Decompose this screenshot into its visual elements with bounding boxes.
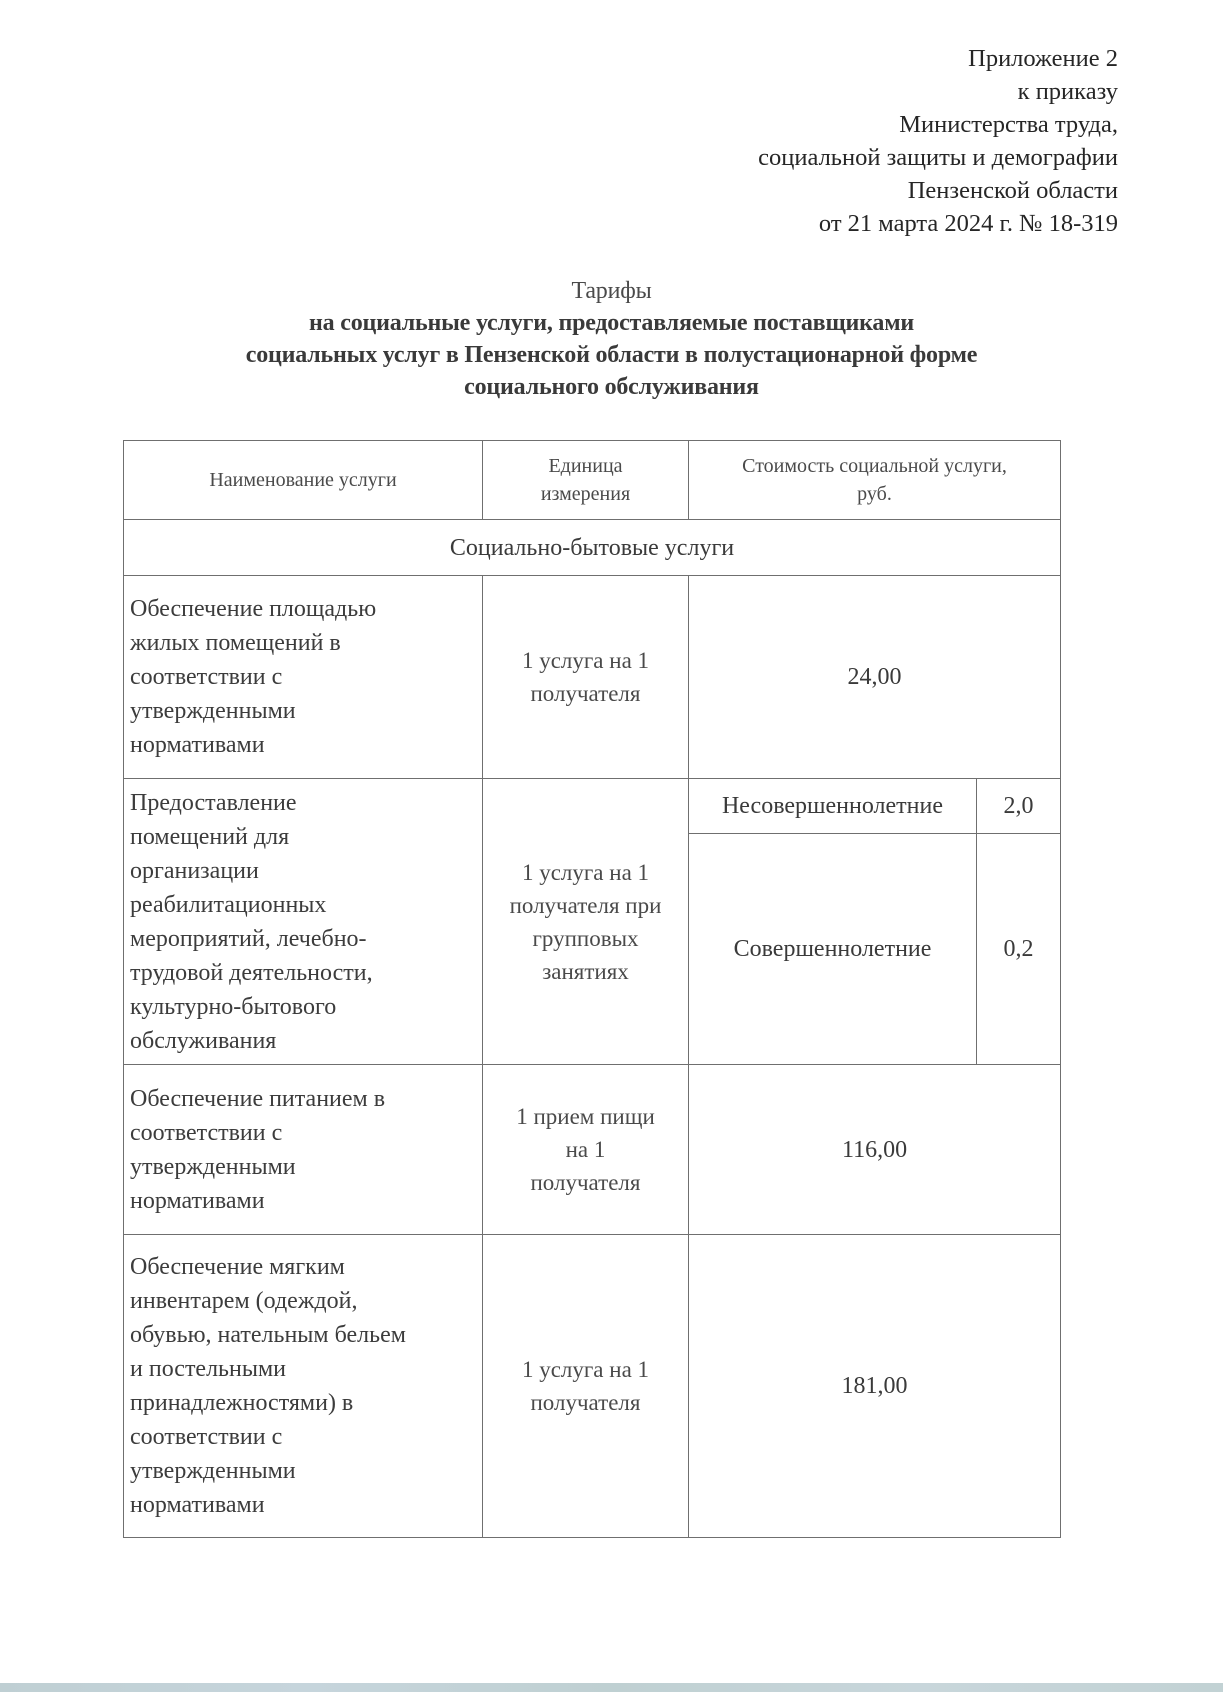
- price-cell: 116,00: [689, 1065, 1061, 1235]
- service-name-line: мероприятий, лечебно-: [130, 925, 367, 952]
- service-name-line: обувью, нательным бельем: [130, 1322, 406, 1348]
- header-unit: [483, 441, 689, 520]
- tariffs-table: [123, 440, 1061, 1538]
- unit-line: получателя: [530, 1170, 641, 1195]
- recipient-category-adults: Совершеннолетние: [689, 834, 977, 1065]
- unit-line: получателя: [530, 1390, 641, 1415]
- title-line: социального обслуживания: [464, 374, 759, 400]
- service-name-cell: [124, 576, 483, 779]
- service-name-line: Предоставление: [130, 789, 297, 816]
- section-row: [124, 520, 1061, 576]
- table-row: [124, 779, 1061, 834]
- service-name-line: соответствии с: [130, 664, 283, 690]
- appendix-line: Пензенской области: [907, 177, 1118, 204]
- document-title: [0, 275, 1223, 403]
- service-name-line: утвержденными: [130, 1153, 296, 1180]
- title-main: Тарифы: [571, 278, 652, 304]
- service-name-line: соответствии с: [130, 1424, 283, 1450]
- service-name-line: нормативами: [130, 732, 265, 758]
- price-minors: 2,0: [977, 779, 1061, 834]
- unit-line: занятиях: [542, 958, 629, 984]
- price-cell: 24,00: [689, 576, 1061, 779]
- unit-line: на 1: [565, 1137, 606, 1162]
- service-name-line: культурно-бытового: [130, 993, 337, 1020]
- header-price-line: Стоимость социальной услуги,: [742, 455, 1007, 477]
- price-cell: 181,00: [689, 1235, 1061, 1538]
- service-name-line: Обеспечение мягким: [130, 1254, 345, 1280]
- unit-line: получателя при: [509, 892, 662, 918]
- service-name-cell: [124, 1235, 483, 1538]
- service-name-line: Обеспечение площадью: [130, 596, 377, 622]
- unit-cell: [483, 1065, 689, 1235]
- unit-line: 1 услуга на 1: [521, 859, 650, 885]
- service-name-line: Обеспечение питанием в: [130, 1085, 386, 1112]
- table-header-row: [124, 441, 1061, 520]
- service-name-line: и постельными: [130, 1356, 286, 1382]
- service-name-line: нормативами: [130, 1187, 265, 1214]
- unit-cell: [483, 1235, 689, 1538]
- service-name-line: помещений для: [130, 823, 290, 850]
- service-name-line: утвержденными: [130, 1458, 296, 1484]
- header-service-name: Наименование услуги: [124, 441, 483, 520]
- service-name-line: утвержденными: [130, 698, 296, 724]
- service-name-line: принадлежностями) в: [130, 1390, 354, 1416]
- title-line: социальных услуг в Пензенской области в полустационарной форме: [245, 342, 978, 368]
- appendix-line: от 21 марта 2024 г. № 18-319: [818, 210, 1118, 237]
- section-title: Социально-бытовые услуги: [124, 520, 1061, 576]
- service-name-line: нормативами: [130, 1492, 265, 1518]
- service-name-line: трудовой деятельности,: [130, 959, 373, 986]
- unit-line: получателя: [530, 681, 641, 706]
- table-row: [124, 1065, 1061, 1235]
- scanner-edge-strip: [0, 1683, 1223, 1692]
- table-row: [124, 1235, 1061, 1538]
- appendix-line: Министерства труда,: [899, 111, 1118, 138]
- service-name-line: обслуживания: [130, 1027, 277, 1054]
- header-price: [689, 441, 1061, 520]
- service-name-line: организации: [130, 857, 259, 884]
- header-unit-line: Единица: [548, 455, 623, 477]
- recipient-category-minors: Несовершеннолетние: [689, 779, 977, 834]
- price-adults: 0,2: [977, 834, 1061, 1065]
- appendix-header: [758, 42, 1118, 240]
- service-name-line: жилых помещений в: [130, 630, 341, 656]
- header-price-line: руб.: [857, 483, 892, 505]
- unit-cell: [483, 576, 689, 779]
- unit-cell: [483, 779, 689, 1065]
- unit-line: групповых: [532, 925, 639, 951]
- service-name-line: реабилитационных: [130, 891, 327, 918]
- service-name-line: инвентарем (одеждой,: [130, 1288, 358, 1314]
- service-name-cell: [124, 1065, 483, 1235]
- unit-line: 1 прием пищи: [516, 1104, 655, 1129]
- unit-line: 1 услуга на 1: [521, 648, 650, 673]
- service-name-line: соответствии с: [130, 1119, 283, 1146]
- unit-line: 1 услуга на 1: [521, 1357, 650, 1382]
- appendix-line: к приказу: [1017, 78, 1118, 105]
- appendix-line: Приложение 2: [968, 45, 1118, 72]
- service-name-cell: [124, 779, 483, 1065]
- appendix-line: социальной защиты и демографии: [758, 144, 1118, 171]
- table-row: [124, 576, 1061, 779]
- title-line: на социальные услуги, предоставляемые поставщиками: [309, 310, 914, 336]
- header-unit-line: измерения: [540, 483, 631, 505]
